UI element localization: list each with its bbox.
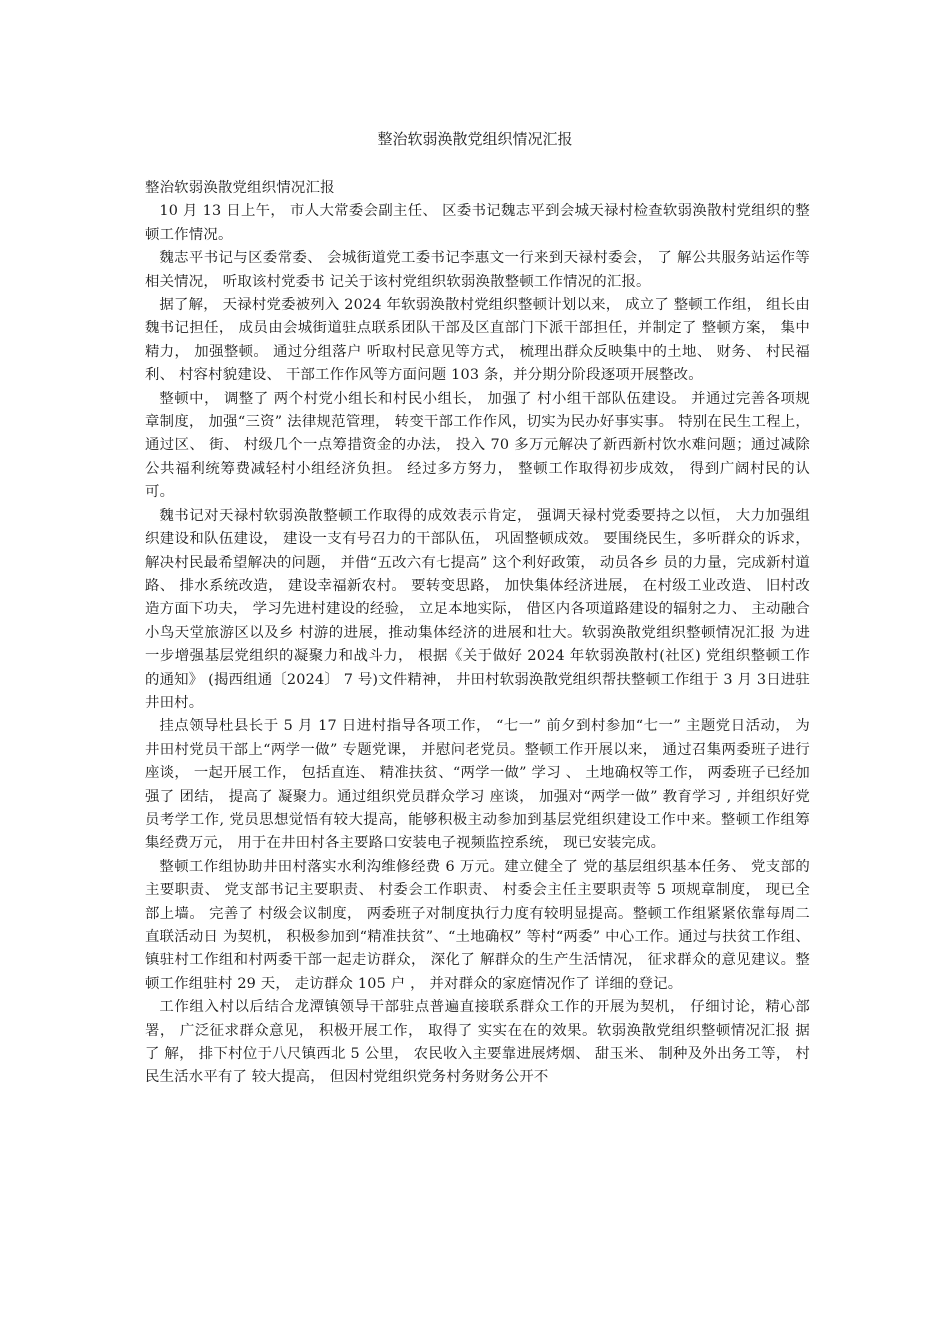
paragraph-3: 据了解， 天禄村党委被列入 2024 年软弱涣散村党组织整顿计划以来， 成立了 整顿工作组， 组长由魏书记担任， 成员由会城街道驻点联系团队干部及区直部门下派干部担任，并制定了 整顿方案， 集中精力， 加强整顿。 通过分组落户 听取村民意见等方式， 梳理出群众反映集中的土地、 财务、 村民福利、 村容村貌建设、 干部工作作风等方面问题 103 条，并分期分阶段逐项开展整改。 <box>145 297 810 384</box>
paragraph-5: 魏书记对天禄村软弱涣散整顿工作取得的成效表示肯定， 强调天禄村党委要持之以恒， 大力加强组织建设和队伍建设， 建设一支有号召力的干部队伍， 巩固整顿成效。 要围绕民生，多听群众的诉求， 解决村民最希望解决的问题， 并借“五改六有七提高” 这个利好政策， 动员各乡 员的力量，完成新村道路、 排水系统改造， 建设幸福新农村。 要转变思路， 加快集体经济进展， 在村级工业改造、 旧村改造方面下功夫， 学习先进村建设的经验， 立足本地实际， 借区内各项道路建设的辐射之力、 主动融合小鸟天堂旅游区以及乡 村游的进展，推动集体经济的进展和壮大。软弱涣散党组织整顿情况汇报 为进一步增强基层党组织的凝聚力和战斗力， 根据《关于做好 2024 年软弱涣散村(社区) 党组织整顿工作的通知》 (揭西组通〔2024〕 7 号)文件精神， 井田村软弱涣散党组织帮扶整顿工作组于 3 月 3日进驻井田村。 <box>145 507 810 711</box>
document-title: 整治软弱涣散党组织情况汇报 <box>377 130 573 148</box>
paragraph-8: 工作组入村以后结合龙潭镇领导干部驻点普遍直接联系群众工作的开展为契机， 仔细讨论，精心部署， 广泛征求群众意见， 积极开展工作， 取得了 实实在在的效果。软弱涣散党组织整顿情况汇报 据了 解， 排下村位于八尺镇西北 5 公里， 农民收入主要靠进展烤烟、 甜玉米、 制种及外出务工等， 村民生活水平有了 较大提高， 但因村党组织党务村务财务公开不 <box>145 999 810 1086</box>
document-body <box>145 177 810 1090</box>
paragraph-2: 魏志平书记与区委常委、 会城街道党工委书记李惠文一行来到天禄村委会， 了 解公共服务站运作等相关情况， 听取该村党委书 记关于该村党组织软弱涣散整顿工作情况的汇报。 <box>145 250 810 290</box>
paragraph-1: 10 月 13 日上午， 市人大常委会副主任、 区委书记魏志平到会城天禄村检查软弱涣散村党组织的整顿工作情况。 <box>145 203 810 243</box>
paragraph-4: 整顿中， 调整了 两个村党小组长和村民小组长， 加强了 村小组干部队伍建设。 并通过完善各项规章制度， 加强“三资” 法律规范管理， 转变干部工作作风，切实为民办好事实事。 特别在民生工程上， 通过区、 街、 村级几个一点筹措资金的办法， 投入 70 多万元解决了新西新村饮水难问题；通过减除公共福利统筹费减轻村小组经济负担。 经过多方努力， 整顿工作取得初步成效， 得到广阔村民的认可。 <box>145 390 810 501</box>
paragraph-6: 挂点领导杜县长于 5 月 17 日进村指导各项工作， “七一” 前夕到村参加“七一” 主题党日活动， 为井田村党员干部上“两学一做” 专题党课， 并慰问老党员。整顿工作开展以来， 通过召集两委班子进行座谈， 一起开展工作， 包括直连、 精准扶贫、“两学一做” 学习 、 土地确权等工作， 两委班子已经加强了 团结， 提高了 凝聚力。通过组织党员群众学习 座谈， 加强对“两学一做” 教育学习 , 并组织好党员考学工作, 党员思想觉悟有较大提高，能够积极主动参加到基层党组织建设工作中来。整顿工作组筹集经费万元， 用于在井田村各主要路口安装电子视频监控系统， 现已安装完成。 <box>145 718 810 852</box>
paragraph-7: 整顿工作组协助井田村落实水利沟维修经费 6 万元。建立健全了 党的基层组织基本任务、 党支部的主要职责、 党支部书记主要职责、 村委会工作职责、 村委会主任主要职责等 5 项规章制度， 现已全部上墙。 完善了 村级会议制度， 两委班子对制度执行力度有较明显提高。整顿工作组紧紧依靠每周二直联活动日 为契机， 积极参加到“精准扶贫”、“土地确权” 等村“两委” 中心工作。通过与扶贫工作组、 镇驻村工作组和村两委干部一起走访群众， 深化了 解群众的生产生活情况， 征求群众的意见建议。整顿工作组驻村 29 天， 走访群众 105 户 ， 并对群众的家庭情况作了 详细的登记。 <box>145 858 810 992</box>
document-subtitle: 整治软弱涣散党组织情况汇报 <box>145 180 335 196</box>
